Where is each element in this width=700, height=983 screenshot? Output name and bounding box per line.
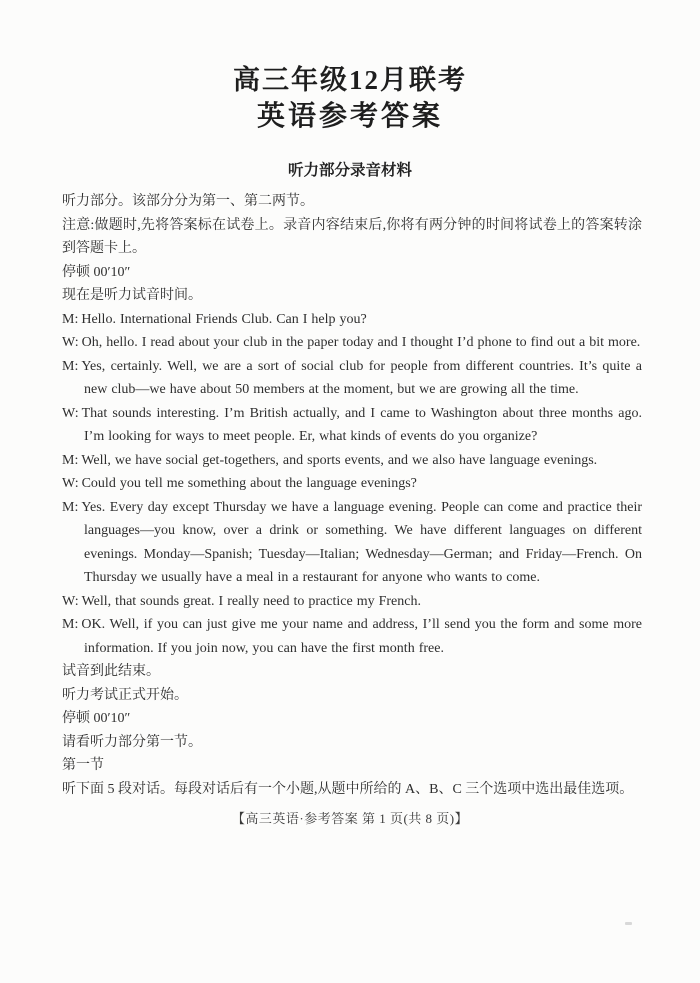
document-title-line1: 高三年级12月联考 — [233, 65, 467, 95]
document-body — [62, 190, 642, 801]
dialogue-text: Yes. Every day except Thursday we have a language evening. People can come and practice their languages—you know, over a drink or something. We have different languages on different evenings. Monday—Spanish; Tuesday—Italian; Wednesday—German; and Friday—French. On Thursday we usually have a meal in a restaurant for anyone who wants to come. — [81, 499, 642, 585]
pause-marker: 停顿 00′10″ — [62, 711, 131, 726]
dialogue-line — [62, 590, 642, 614]
dialogue-line — [62, 472, 642, 496]
dialogue-text: Yes, certainly. Well, we are a sort of social club for people from different countries. It’s quite a new club—we have about 50 members at the moment, but we are growing all the time. — [81, 358, 642, 397]
speaker-label: W: — [62, 476, 79, 491]
speaker-label: W: — [62, 335, 79, 350]
closing-line: 试音到此结束。 — [62, 664, 160, 679]
dialogue-text: Could you tell me something about the language evenings? — [81, 476, 417, 491]
speaker-label: M: — [62, 452, 79, 468]
pause-marker: 停顿 00′10″ — [62, 264, 131, 280]
intro-line: 注意:做题时,先将答案标在试卷上。录音内容结束后,你将有两分钟的时间将试卷上的答案转涂到答题卡上。 — [62, 217, 642, 256]
speaker-label: M: — [62, 311, 79, 327]
closing-line: 请看听力部分第一节。 — [62, 734, 202, 750]
dialogue-text: Well, we have social get-togethers, and sports events, and we also have language evenings. — [81, 452, 598, 468]
dialogue-line — [62, 449, 642, 473]
speaker-label: M: — [62, 617, 79, 632]
speaker-label: W: — [62, 405, 79, 421]
dialogue-text: Well, that sounds great. I really need to practice my French. — [81, 593, 421, 609]
dialogue-text: Hello. International Friends Club. Can I help you? — [81, 311, 367, 327]
speaker-label: M: — [62, 358, 79, 374]
section-heading: 听力部分录音材料 — [287, 162, 412, 179]
dialogue-text: OK. Well, if you can just give me your name and address, I’ll send you the form and some more information. If you join now, you can have the first month free. — [81, 617, 642, 656]
dialogue-line — [62, 308, 642, 332]
page-footer: 【高三英语·参考答案 第 1 页(共 8 页)】 — [231, 811, 469, 826]
scan-artifact — [625, 922, 632, 925]
dialogue-line — [62, 402, 642, 449]
dialogue-text: Oh, hello. I read about your club in the paper today and I thought I’d phone to find out a bit more. — [81, 335, 641, 350]
intro-line: 现在是听力试音时间。 — [62, 288, 202, 303]
intro-line: 听力部分。该部分分为第一、第二两节。 — [62, 194, 314, 209]
speaker-label: M: — [62, 499, 79, 515]
dialogue-line — [62, 355, 642, 402]
speaker-label: W: — [62, 593, 79, 609]
closing-line: 听下面 5 段对话。每段对话后有一个小题,从题中所给的 A、B、C 三个选项中选出最佳选项。 — [62, 781, 634, 797]
dialogue-text: That sounds interesting. I’m British actually, and I came to Washington about three months ago. I’m looking for ways to meet people. Er, what kinds of events do you organize? — [81, 405, 642, 444]
dialogue-line — [62, 331, 642, 355]
closing-line: 听力考试正式开始。 — [62, 687, 188, 703]
document-title-line2: 英语参考答案 — [256, 101, 443, 132]
dialogue-line — [62, 496, 642, 590]
section-one-label: 第一节 — [62, 758, 104, 773]
dialogue-line — [62, 613, 642, 660]
